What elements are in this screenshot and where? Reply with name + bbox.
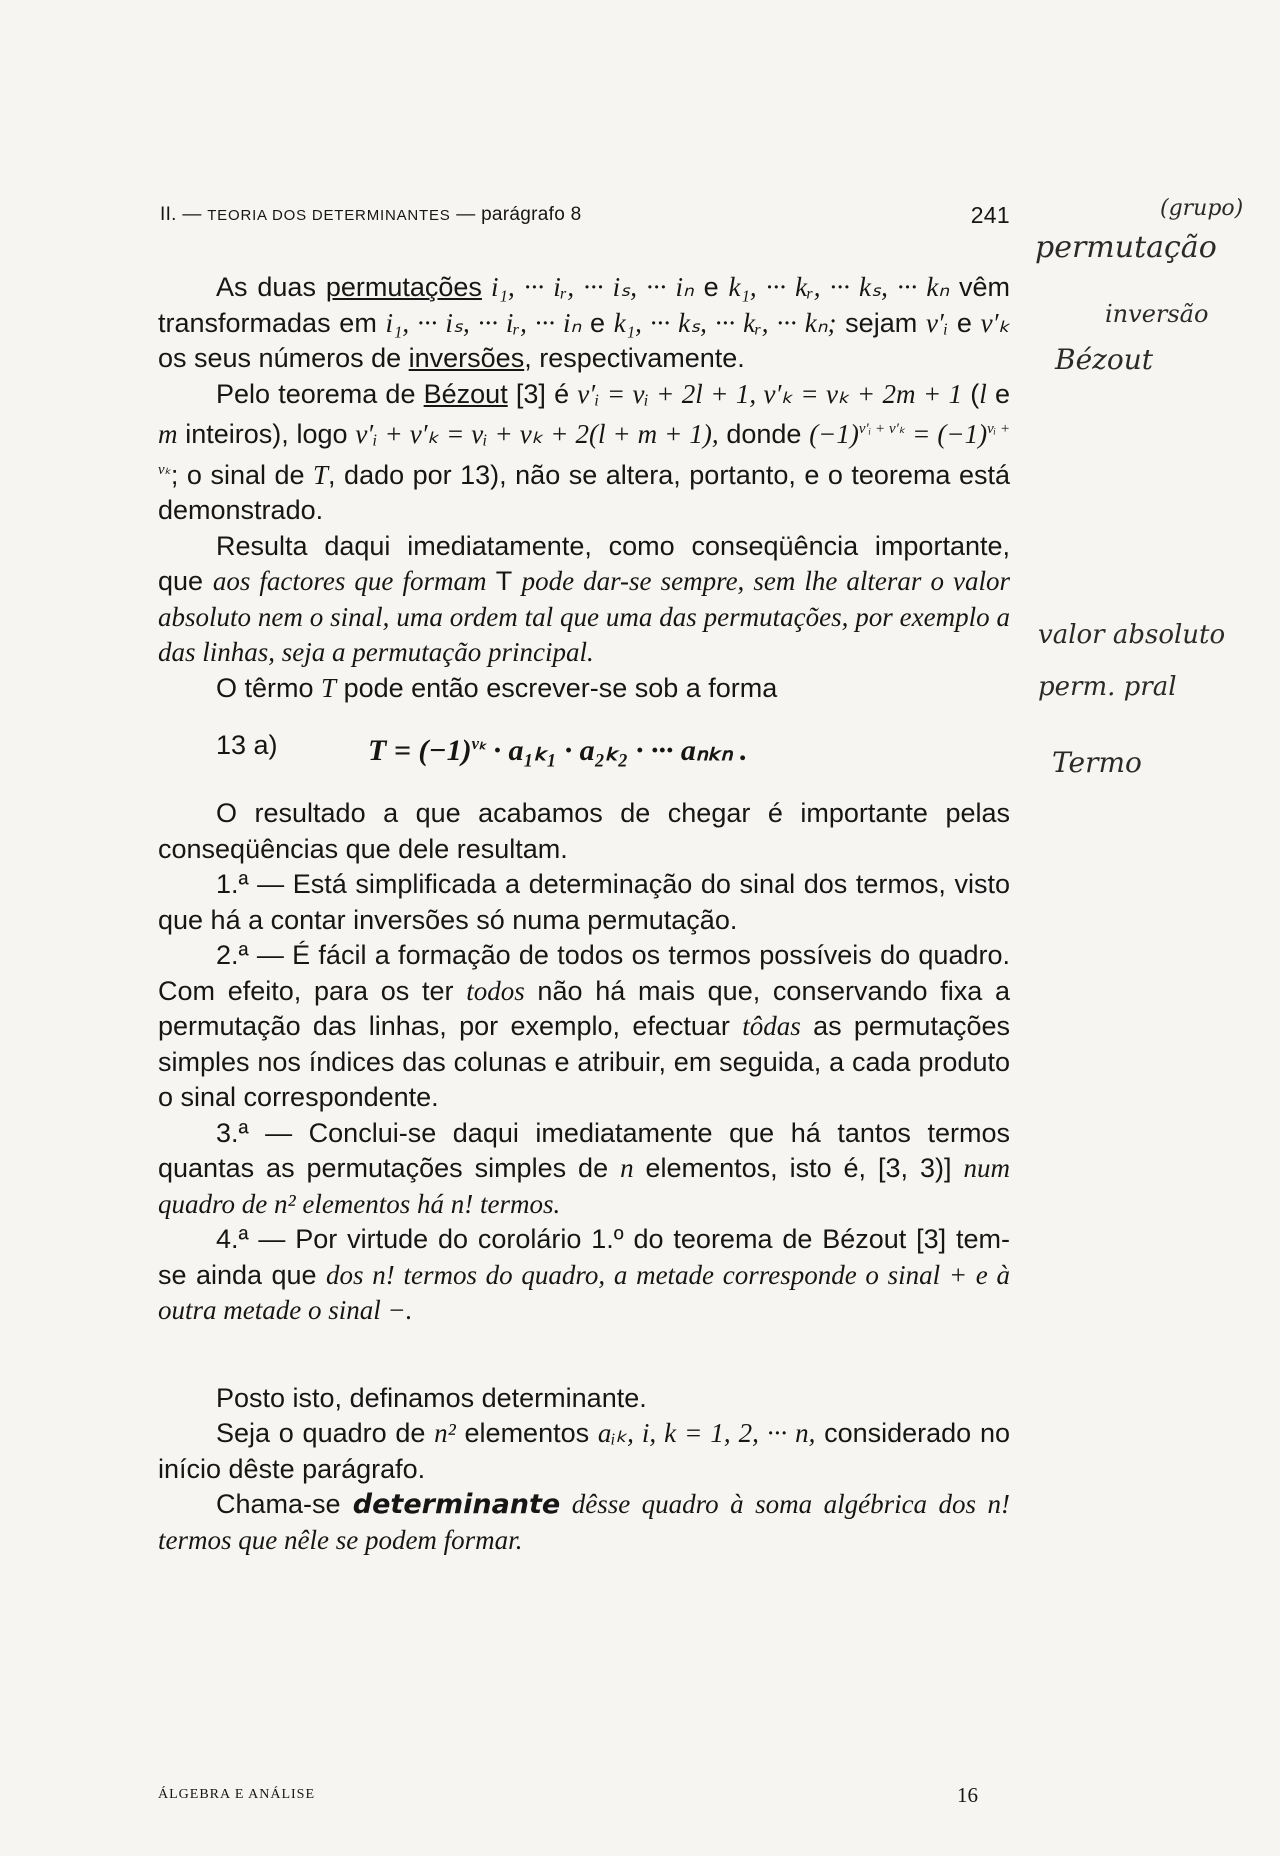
text: ( xyxy=(962,378,980,409)
math: (−1) xyxy=(809,419,859,449)
text: os seus números de xyxy=(158,343,409,373)
text: e xyxy=(693,272,729,302)
equation-13a xyxy=(158,706,1010,796)
italic-text: pode dar-se sempre, sem lhe alterar o valor absoluto nem o sinal, uma ordem tal que uma das permutações, por exemplo a das linhas, seja a permutação principal. xyxy=(158,566,1010,667)
paragraph-permutations xyxy=(158,270,1010,377)
paragraph-define: Posto isto, definamos determinante. xyxy=(216,1382,647,1413)
italic-text: aos factores que formam xyxy=(212,566,487,596)
running-header xyxy=(160,204,1010,234)
text: elementos, isto é, [3, 3)] xyxy=(633,1153,964,1183)
math: k₁, ··· kᵣ, ··· kₛ, ··· kₙ xyxy=(728,272,950,302)
math: n xyxy=(620,1153,634,1183)
text: vêm transformadas em xyxy=(158,272,1011,338)
text: considerado no início dêste parágrafo. xyxy=(158,1418,1010,1484)
italic-text: todos xyxy=(466,975,525,1006)
section-spacer xyxy=(158,1329,1010,1381)
margin-note: (grupo) xyxy=(1160,196,1244,221)
paragraph-matrix xyxy=(158,1416,1010,1487)
page-footer xyxy=(158,1783,978,1813)
header-suffix: — parágrafo 8 xyxy=(450,204,582,225)
math: = (−1) xyxy=(905,419,988,449)
equation-exponent: νₖ xyxy=(471,734,486,753)
italic-text: dêsse quadro à soma algébrica dos n! termos que nêle se podem formar. xyxy=(158,1489,1010,1555)
header-prefix: II. — xyxy=(160,204,208,225)
signature-mark: 16 xyxy=(957,1783,978,1807)
text: , respectivamente. xyxy=(524,343,745,373)
text: 2.ª — É fácil a formação de todos os termos possíveis do quadro. Com efeito, para os ter xyxy=(158,940,1010,1006)
text: [3] é xyxy=(507,378,578,409)
italic-text: num quadro de n² elementos há n! termos. xyxy=(158,1153,1010,1219)
margin-note: Termo xyxy=(1052,746,1142,779)
equation-lhs: T = (−1) xyxy=(368,734,472,767)
paragraph-consequence xyxy=(158,529,1010,671)
equation-rhs: · a₁ₖ₁ · a₂ₖ₂ · ··· aₙₖₙ . xyxy=(485,734,748,767)
definition-determinant xyxy=(158,1487,1010,1558)
text: 3.ª — Conclui-se daqui imediatamente que há tantos termos quantas as permutações simples de xyxy=(158,1117,1010,1183)
consequence-2 xyxy=(158,938,1010,1116)
page-number: 241 xyxy=(970,202,1010,228)
page-body xyxy=(158,270,1010,1558)
text: não há mais que, conservando fixa a permutação das linhas, por exemplo, efectuar xyxy=(158,975,1010,1041)
paragraph-bezout xyxy=(158,377,1010,529)
text: 4.ª — Por virtude do corolário 1.º do teorema de Bézout [3] tem-se ainda que xyxy=(158,1224,1010,1290)
text: Seja o quadro de xyxy=(216,1418,435,1448)
paragraph-term-form xyxy=(158,671,1010,707)
text: sejam xyxy=(836,307,926,338)
text: elementos xyxy=(455,1418,598,1448)
margin-note: inversão xyxy=(1105,300,1209,328)
chapter-title xyxy=(160,204,582,226)
text: e xyxy=(581,307,614,338)
paragraph-result: O resultado a que acabamos de chegar é importante pelas conseqüências que dele resultam. xyxy=(158,798,1010,864)
equation-body xyxy=(368,726,748,769)
math: ν′ᵢ = νᵢ + 2l + 1, ν′ₖ = νₖ + 2m + 1 xyxy=(577,378,963,409)
text: O têrmo xyxy=(216,672,322,703)
text: pode então escrever-se sob a forma xyxy=(336,672,778,703)
math: i₁, ··· iₛ, ··· iᵣ, ··· iₙ xyxy=(385,307,582,338)
text: as permutações simples nos índices das colunas e atribuir, em seguida, a cada produto o sinal correspondente. xyxy=(158,1011,1010,1112)
text: inversões xyxy=(408,343,525,373)
consequence-1: 1.ª — Está simplificada a determinação do sinal dos termos, visto que há a contar inversões só numa permutação. xyxy=(158,869,1010,935)
math: T xyxy=(313,459,329,490)
text: donde xyxy=(718,419,810,449)
margin-note: perm. pral xyxy=(1038,672,1177,702)
text: , dado por 13), não se altera, portanto, e o teorema está demonstrado. xyxy=(158,459,1010,525)
margin-note: valor absoluto xyxy=(1038,620,1226,650)
italic-text: dos n! termos do quadro, a metade corresponde o sinal + e à outra metade o sinal −. xyxy=(158,1259,1010,1325)
bold-term: determinante xyxy=(352,1489,561,1520)
math: k₁, ··· kₛ, ··· kᵣ, ··· kₙ; xyxy=(613,307,837,338)
math: m xyxy=(158,419,178,449)
text: Pelo teorema de xyxy=(216,378,424,409)
math: ν′ᵢ xyxy=(925,307,949,338)
italic-text: tôdas xyxy=(742,1011,801,1041)
header-title: TEORIA DOS DETERMINANTES xyxy=(207,207,451,224)
math: l xyxy=(979,378,987,409)
math-exponent: ν′ᵢ + ν′ₖ xyxy=(858,421,906,437)
text: Bézout xyxy=(423,378,508,409)
text: e xyxy=(948,307,981,338)
text: T xyxy=(486,566,522,596)
consequence-3 xyxy=(158,1116,1010,1223)
text: ; o sinal de xyxy=(170,459,314,490)
equation-label: 13 a) xyxy=(216,730,278,760)
consequence-4 xyxy=(158,1222,1010,1329)
math-exponent: νᵢ + νₖ xyxy=(158,421,1011,478)
math: T xyxy=(321,672,337,703)
text: e xyxy=(986,378,1010,409)
text: Resulta daqui imediatamente, como conseqüência importante, que xyxy=(158,530,1010,596)
text: inteiros), logo xyxy=(177,419,356,449)
math: ν′ₖ xyxy=(980,307,1010,338)
math: ν′ᵢ + ν′ₖ = νᵢ + νₖ + 2(l + m + 1), xyxy=(355,419,719,449)
math: aᵢₖ, i, k = 1, 2, ··· n, xyxy=(597,1418,816,1448)
text: As duas xyxy=(216,272,326,302)
math: n² xyxy=(434,1418,456,1448)
margin-note: Bézout xyxy=(1055,343,1154,376)
text: permutações xyxy=(325,272,482,302)
text: Chama-se xyxy=(216,1489,353,1519)
math: i₁, ··· iᵣ, ··· iₛ, ··· iₙ xyxy=(481,272,694,302)
margin-note: permutação xyxy=(1035,230,1217,265)
book-title: ÁLGEBRA E ANÁLISE xyxy=(158,1787,315,1802)
